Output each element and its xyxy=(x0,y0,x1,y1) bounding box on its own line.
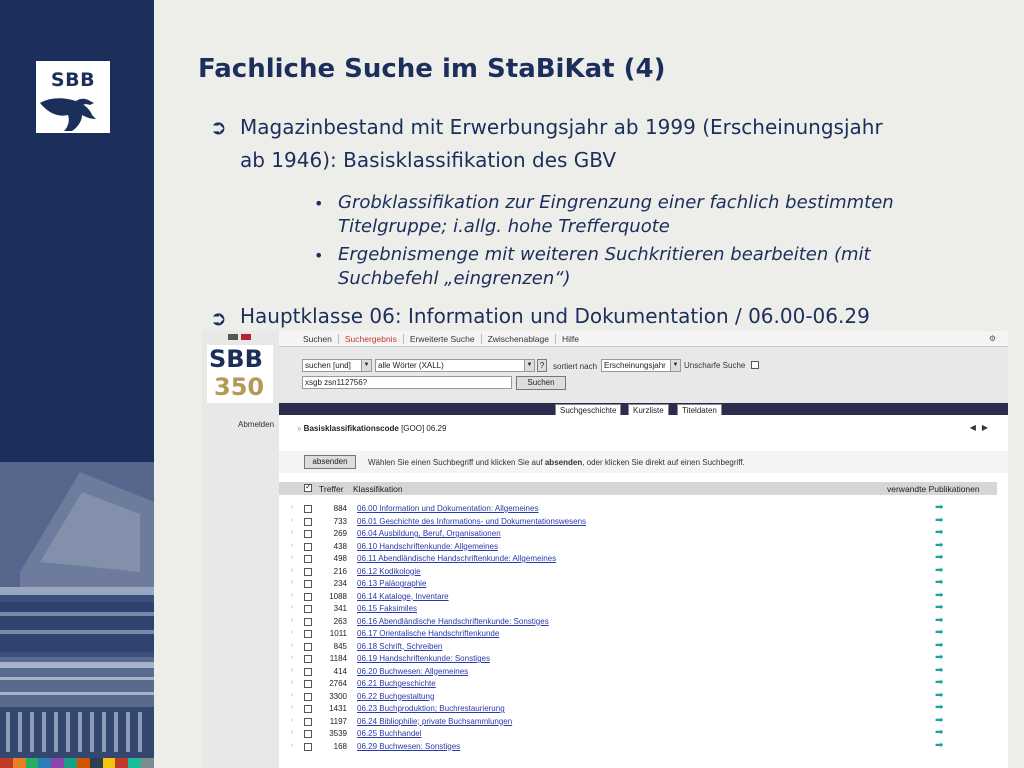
hit-count: 1431 xyxy=(329,704,347,713)
classification-link[interactable]: 06.23 Buchproduktion; Buchrestaurierung xyxy=(357,704,505,713)
row-checkbox[interactable] xyxy=(304,643,312,651)
search-button[interactable]: Suchen xyxy=(516,376,566,390)
table-row xyxy=(279,678,997,691)
classification-list xyxy=(279,503,997,753)
bullet-dot-icon: › xyxy=(291,516,294,524)
bullet-dot-icon: › xyxy=(291,541,294,549)
bullet-dot-icon: › xyxy=(291,666,294,674)
bullet-dot-icon: › xyxy=(291,704,294,711)
sbb350-logo-bottom: 350 xyxy=(214,373,265,401)
related-arrow-icon[interactable]: ➡ xyxy=(935,714,944,726)
table-header xyxy=(279,482,997,495)
sort-value: Erscheinungsjahr xyxy=(604,361,666,370)
bullet-dot-icon: › xyxy=(291,691,294,699)
table-row xyxy=(279,528,997,541)
next-arrow-icon[interactable]: ▶ xyxy=(981,423,994,432)
search-mode-select[interactable] xyxy=(302,359,372,372)
tab-kurzliste[interactable]: Kurzliste xyxy=(628,404,669,415)
row-checkbox[interactable] xyxy=(304,693,312,701)
instruction-text-pre: Wählen Sie einen Suchbegriff und klicken Sie auf xyxy=(368,458,545,467)
language-flags[interactable] xyxy=(228,334,251,340)
hit-count: 234 xyxy=(333,579,347,588)
german-flag-icon[interactable] xyxy=(228,334,238,340)
table-row xyxy=(279,603,997,616)
row-checkbox[interactable] xyxy=(304,718,312,726)
classification-link[interactable]: 06.00 Information und Dokumentation: Allgemeines xyxy=(357,504,539,513)
hit-count: 216 xyxy=(333,566,347,576)
row-checkbox[interactable] xyxy=(304,618,312,626)
row-checkbox[interactable] xyxy=(304,655,312,663)
table-row xyxy=(279,541,997,554)
result-header-code: [GOO] 06.29 xyxy=(401,424,447,433)
bullet-dot-icon: › xyxy=(291,504,294,511)
bullet-dot-icon: › xyxy=(291,591,294,599)
table-row xyxy=(279,566,997,579)
table-row xyxy=(279,641,997,654)
bullet-dot-icon: › xyxy=(291,741,294,749)
hit-count: 269 xyxy=(333,529,347,538)
instruction-text-bold: absenden xyxy=(544,458,583,467)
bullet-dot-icon: › xyxy=(291,529,294,536)
bullet1-line2: ab 1946): Basisklassifikation des GBV xyxy=(240,148,617,172)
bullet1-line1: Magazinbestand mit Erwerbungsjahr ab 1999 (Erscheinungsjahr xyxy=(240,115,883,139)
classification-link[interactable]: 06.29 Buchwesen: Sonstiges xyxy=(357,741,461,751)
instruction-text-post: , oder klicken Sie direkt auf einen Suchbegriff. xyxy=(582,458,745,467)
related-arrow-icon[interactable]: ➡ xyxy=(935,502,944,513)
result-header-label: Basisklassifikationscode xyxy=(303,424,399,433)
bullet-dot-icon: › xyxy=(291,629,294,636)
sub1-line2: Titelgruppe; i.allg. hohe Trefferquote xyxy=(338,216,670,237)
classification-link[interactable]: 06.10 Handschriftenkunde: Allgemeines xyxy=(357,541,498,551)
table-row xyxy=(279,741,997,754)
bullet-dot-icon: › xyxy=(291,654,294,661)
hit-count: 168 xyxy=(333,741,347,751)
related-arrow-icon[interactable]: ➡ xyxy=(935,614,944,626)
slide-title: Fachliche Suche im StaBiKat (4) xyxy=(198,54,666,84)
bullet1 xyxy=(240,111,883,177)
search-form xyxy=(279,347,1008,403)
classification-link[interactable]: 06.18 Schrift, Schreiben xyxy=(357,641,443,651)
hit-count: 733 xyxy=(333,516,347,526)
related-arrow-icon[interactable]: ➡ xyxy=(935,602,944,613)
classification-link[interactable]: 06.14 Kataloge, Inventare xyxy=(357,591,449,601)
table-row xyxy=(279,553,997,566)
logout-link[interactable]: Abmelden xyxy=(238,420,275,429)
bullet-dot-icon: › xyxy=(291,716,294,724)
app-left-column xyxy=(202,331,279,768)
related-arrow-icon[interactable]: ➡ xyxy=(935,564,944,576)
check-icon: ✓ xyxy=(305,482,312,491)
row-checkbox[interactable] xyxy=(304,518,312,526)
tab-titeldaten[interactable]: Titeldaten xyxy=(677,404,722,415)
related-arrow-icon[interactable]: ➡ xyxy=(935,577,944,588)
sort-label: sortiert nach xyxy=(553,362,598,371)
row-checkbox[interactable] xyxy=(304,668,312,676)
catalog-screenshot xyxy=(202,331,1008,768)
hit-count: 1011 xyxy=(329,629,347,638)
fuzzy-search-checkbox[interactable] xyxy=(751,361,759,369)
hit-count: 1197 xyxy=(329,716,347,726)
hit-count: 438 xyxy=(333,541,347,551)
submit-selection-button[interactable]: absenden xyxy=(304,455,356,469)
search-input[interactable]: xsgb zsn112756? xyxy=(302,376,512,389)
previous-arrow-icon[interactable]: ◀ xyxy=(969,423,982,432)
related-arrow-icon[interactable]: ➡ xyxy=(935,739,944,751)
related-arrow-icon[interactable]: ➡ xyxy=(935,664,944,676)
sbb-logo-text: SBB xyxy=(50,69,96,91)
classification-link[interactable]: 06.11 Abendländische Handschriftenkunde: Allgemeines xyxy=(357,554,557,563)
sub2-line2: Suchbefehl „eingrenzen“) xyxy=(338,268,571,289)
arrow-bullet-icon: ➲ xyxy=(210,306,227,330)
row-checkbox[interactable] xyxy=(304,580,312,588)
related-arrow-icon[interactable]: ➡ xyxy=(935,539,944,551)
row-checkbox[interactable] xyxy=(304,705,312,713)
column-classification: Klassifikation xyxy=(353,484,403,494)
related-arrow-icon[interactable]: ➡ xyxy=(935,727,944,738)
bullet-dot-icon: • xyxy=(314,194,324,213)
table-row xyxy=(279,503,997,516)
classification-link[interactable]: 06.25 Buchhandel xyxy=(357,729,422,738)
row-checkbox[interactable] xyxy=(304,543,312,551)
sub1-line1: Grobklassifikation zur Eingrenzung einer fachlich bestimmten xyxy=(338,192,894,213)
bullet-dot-icon: › xyxy=(291,679,294,686)
hit-count: 3300 xyxy=(329,691,347,701)
search-mode-value: suchen [und] xyxy=(305,361,351,370)
table-row xyxy=(279,691,997,704)
table-row xyxy=(279,591,997,604)
hit-count: 341 xyxy=(333,604,347,613)
row-checkbox[interactable] xyxy=(304,730,312,738)
table-row xyxy=(279,653,997,666)
classification-link[interactable]: 06.19 Handschriftenkunde: Sonstiges xyxy=(357,654,490,663)
column-related: verwandte Publikationen xyxy=(887,484,980,494)
table-row xyxy=(279,666,997,679)
row-checkbox[interactable] xyxy=(304,505,312,513)
color-strip xyxy=(0,758,154,768)
classification-link[interactable]: 06.22 Buchgestaltung xyxy=(357,691,435,701)
related-arrow-icon[interactable]: ➡ xyxy=(935,589,944,601)
hit-count: 884 xyxy=(333,504,347,513)
row-checkbox[interactable] xyxy=(304,680,312,688)
row-checkbox[interactable] xyxy=(304,593,312,601)
arrow-bullet-icon: ➲ xyxy=(210,115,227,139)
bullet-dot-icon: › xyxy=(291,579,294,586)
result-header-text xyxy=(297,424,446,433)
bullet-dot-icon: › xyxy=(291,641,294,649)
table-row xyxy=(279,728,997,741)
search-field-value: alle Wörter (XALL) xyxy=(378,361,444,370)
result-header xyxy=(279,415,1008,441)
sbb350-logo-top: SBB xyxy=(209,345,263,373)
app-menubar xyxy=(279,331,1008,347)
gear-icon[interactable]: ⚙ xyxy=(988,334,996,343)
row-checkbox[interactable] xyxy=(304,530,312,538)
table-row xyxy=(279,516,997,529)
left-band xyxy=(0,0,154,768)
menu-item-erweiterte-suche[interactable]: Erweiterte Suche xyxy=(404,334,482,344)
tab-suchgeschichte[interactable]: Suchgeschichte xyxy=(555,404,621,415)
eagle-icon xyxy=(36,95,110,133)
related-arrow-icon[interactable]: ➡ xyxy=(935,702,944,713)
related-arrow-icon[interactable]: ➡ xyxy=(935,627,944,638)
bullet-dot-icon: › xyxy=(291,729,294,736)
sbb-logo xyxy=(36,61,110,133)
classification-link[interactable]: 06.01 Geschichte des Informations- und Dokumentationswesens xyxy=(357,516,587,526)
table-row xyxy=(279,703,997,716)
chevron-down-icon: ▼ xyxy=(670,360,680,371)
classification-link[interactable]: 06.24 Bibliophilie; private Buchsammlungen xyxy=(357,716,513,726)
menu-item-hilfe[interactable]: Hilfe xyxy=(562,333,580,344)
bullet-dot-icon: › xyxy=(291,616,294,624)
related-arrow-icon[interactable]: ➡ xyxy=(935,689,944,701)
related-arrow-icon[interactable]: ➡ xyxy=(935,527,944,538)
classification-link[interactable]: 06.13 Paläographie xyxy=(357,579,427,588)
related-arrow-icon[interactable]: ➡ xyxy=(935,652,944,663)
building-photo xyxy=(0,462,154,758)
table-row xyxy=(279,616,997,629)
hit-count: 2764 xyxy=(329,679,347,688)
related-arrow-icon[interactable]: ➡ xyxy=(935,514,944,526)
hit-count: 845 xyxy=(333,641,347,651)
related-arrow-icon[interactable]: ➡ xyxy=(935,677,944,688)
sbb350-logo[interactable] xyxy=(207,345,273,403)
fuzzy-search-label: Unscharfe Suche xyxy=(684,361,746,370)
chevron-down-icon: ▼ xyxy=(524,360,534,371)
sub-bullet2 xyxy=(338,243,978,291)
classification-link[interactable]: 06.17 Orientalische Handschriftenkunde xyxy=(357,629,500,638)
menu-item-suchergebnis[interactable]: Suchergebnis xyxy=(339,334,404,344)
classification-link[interactable]: 06.21 Buchgeschichte xyxy=(357,679,436,688)
classification-link[interactable]: 06.15 Faksimiles xyxy=(357,604,418,613)
instruction-text xyxy=(368,458,745,467)
bullet-dot-icon: › xyxy=(291,604,294,611)
menu-item-suchen[interactable]: Suchen xyxy=(297,334,339,344)
row-checkbox[interactable] xyxy=(304,605,312,613)
related-arrow-icon[interactable]: ➡ xyxy=(935,639,944,651)
table-row xyxy=(279,578,997,591)
classification-link[interactable]: 06.04 Ausbildung, Beruf, Organisationen xyxy=(357,529,501,538)
classification-link[interactable]: 06.12 Kodikologie xyxy=(357,566,421,576)
classification-link[interactable]: 06.16 Abendländische Handschriftenkunde: Sonstiges xyxy=(357,616,549,626)
hit-count: 414 xyxy=(333,666,347,676)
help-button[interactable]: ? xyxy=(537,359,547,372)
hit-count: 1088 xyxy=(329,591,347,601)
result-navigation xyxy=(970,423,994,432)
sort-select[interactable] xyxy=(601,359,681,372)
bullet-dot-icon: › xyxy=(291,566,294,574)
row-checkbox[interactable] xyxy=(304,743,312,751)
row-checkbox[interactable] xyxy=(304,555,312,563)
chevron-down-icon: ▼ xyxy=(361,360,371,371)
table-row xyxy=(279,716,997,729)
sub-bullet1 xyxy=(338,191,978,239)
select-all-checkbox[interactable] xyxy=(304,484,312,492)
menu-item-zwischenablage[interactable]: Zwischenablage xyxy=(482,334,556,344)
row-checkbox[interactable] xyxy=(304,568,312,576)
bullet-dot-icon: › xyxy=(291,554,294,561)
classification-link[interactable]: 06.20 Buchwesen: Allgemeines xyxy=(357,666,469,676)
related-arrow-icon[interactable]: ➡ xyxy=(935,552,944,563)
hit-count: 263 xyxy=(333,616,347,626)
hit-count: 1184 xyxy=(329,654,347,663)
bullet2: Hauptklasse 06: Information und Dokumentation / 06.00-06.29 xyxy=(240,304,870,328)
chevron-right-icon: » xyxy=(297,424,304,433)
hit-count: 3539 xyxy=(329,729,347,738)
column-hits: Treffer xyxy=(319,484,344,494)
bullet-dot-icon: • xyxy=(314,246,324,265)
english-flag-icon[interactable] xyxy=(241,334,251,340)
table-row xyxy=(279,628,997,641)
instruction-bar xyxy=(279,451,1008,473)
hit-count: 498 xyxy=(333,554,347,563)
search-field-select[interactable] xyxy=(375,359,535,372)
sub2-line1: Ergebnismenge mit weiteren Suchkritieren bearbeiten (mit xyxy=(338,244,871,265)
row-checkbox[interactable] xyxy=(304,630,312,638)
